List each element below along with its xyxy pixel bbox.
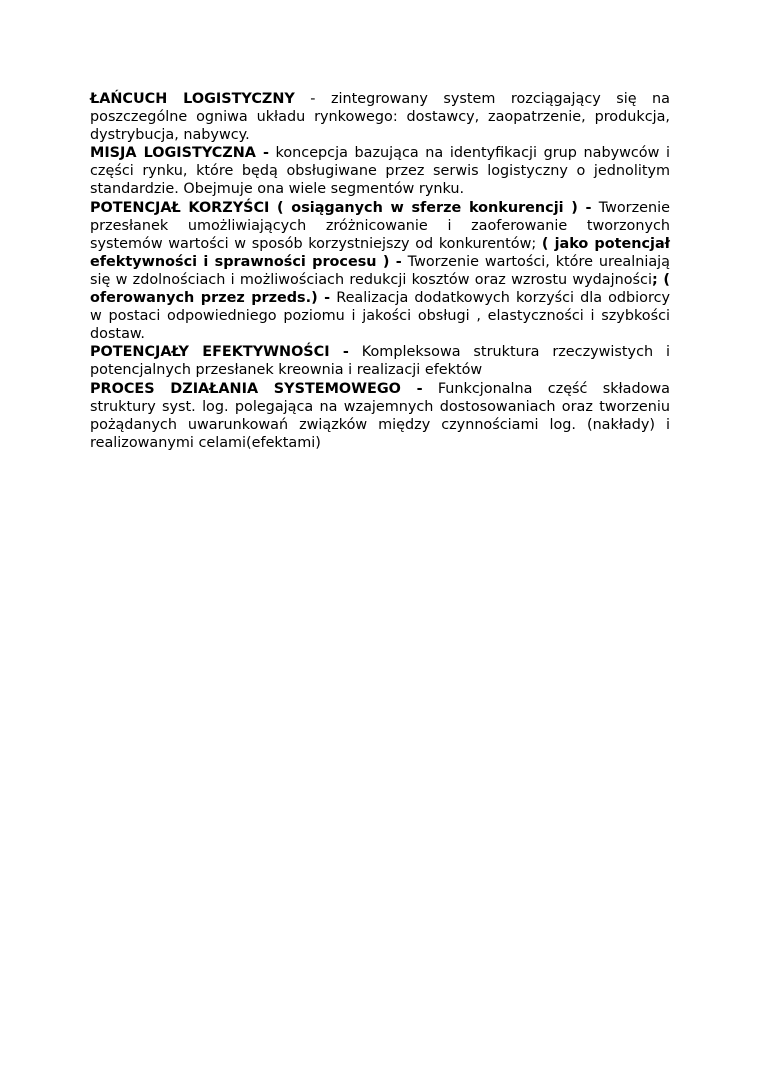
entry-misja-logistyczna [90, 144, 670, 198]
term-misja-logistyczna: MISJA LOGISTYCZNA - [90, 145, 269, 162]
term-potencjal-korzysci: POTENCJAŁ KORZYŚCI ( osiąganych w sferze konkurencji ) - [90, 199, 592, 216]
definition-potencjal-korzysci-part3: Realizacja dodatkowych korzyści dla odbiorcy w postaci odpowiedniego poziomu i jakości obsługi , elastyczności i szybkości dostaw. [90, 290, 670, 343]
term-proces-dzialania-systemowego: PROCES DZIAŁANIA SYSTEMOWEGO - [90, 380, 423, 397]
definition-potencjaly-efektywnosci: Kompleksowa struktura rzeczywistych i potencjalnych przesłanek kreownia i realizacji efektów [90, 344, 670, 379]
subterm-oferowanych: ; ( oferowanych przez przeds.) - [90, 271, 670, 307]
term-lancuch-logistyczny: ŁAŃCUCH LOGISTYCZNY [90, 91, 295, 107]
definition-proces-dzialania-systemowego: Funkcjonalna część składowa struktury syst. log. polegająca na wzajemnych dostosowaniach oraz tworzeniu pożądanych uwarunkowań związków między czynnościami log. (nakłady) i realizowanymi celami(efektami) [90, 380, 670, 451]
document-page [90, 90, 670, 452]
definition-lancuch-logistyczny: - zintegrowany system rozciągający się na poszczególne ogniwa układu rynkowego: dostawcy, zaopatrzenie, produkcja, dystrybucja, nabywcy. [90, 91, 670, 144]
entry-lancuch-logistyczny [90, 90, 670, 144]
definition-potencjal-korzysci-part1: Tworzenie przesłanek umożliwiających zróżnicowanie i zaoferowanie tworzonych systemów wartości w sposób korzystniejszy od konkurentów; [90, 199, 670, 252]
entry-potencjal-korzysci [90, 199, 670, 344]
entry-proces-dzialania-systemowego [90, 380, 670, 452]
definition-potencjal-korzysci-part2: Tworzenie wartości, które urealniają się w zdolnościach i możliwościach redukcji kosztów oraz wzrostu wydajności [90, 253, 670, 288]
subterm-potencjal-efektywnosci: ( jako potencjał efektywności i sprawności procesu ) - [90, 235, 670, 270]
definition-misja-logistyczna: koncepcja bazująca na identyfikacji grup nabywców i części rynku, które będą obsługiwane przez serwis logistyczny o jednolitym standardzie. Obejmuje ona wiele segmentów rynku. [90, 145, 670, 198]
entry-potencjaly-efektywnosci [90, 343, 670, 379]
term-potencjaly-efektywnosci: POTENCJAŁY EFEKTYWNOŚCI - [90, 344, 349, 361]
